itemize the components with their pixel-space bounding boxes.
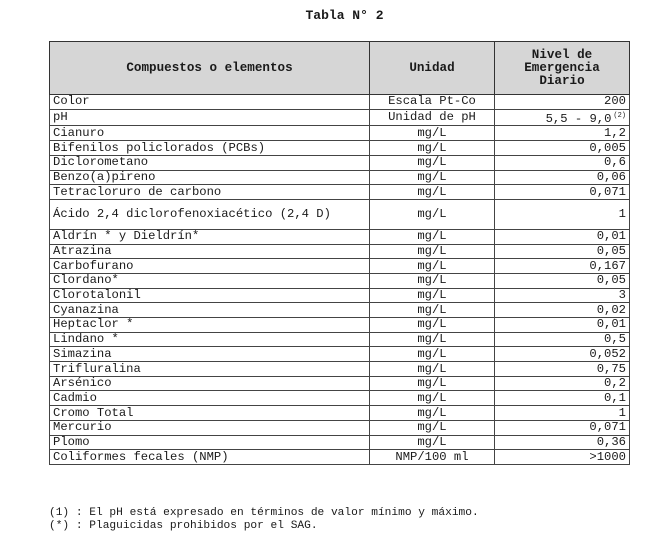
unit-cell: mg/L bbox=[370, 229, 495, 244]
compound-name-cell: Lindano * bbox=[50, 332, 370, 347]
compound-name-cell: pH bbox=[50, 109, 370, 126]
compound-name-cell: Plomo bbox=[50, 435, 370, 450]
level-value-cell bbox=[495, 109, 630, 126]
level-value-cell bbox=[495, 435, 630, 450]
unit-cell: mg/L bbox=[370, 244, 495, 259]
level-value-cell bbox=[495, 155, 630, 170]
unit-cell: mg/L bbox=[370, 332, 495, 347]
compound-name-cell: Clorotalonil bbox=[50, 288, 370, 303]
level-value: 0,071 bbox=[589, 420, 626, 435]
level-value-cell bbox=[495, 406, 630, 421]
compound-name-cell: Cromo Total bbox=[50, 406, 370, 421]
unit-cell: mg/L bbox=[370, 273, 495, 288]
level-value-cell bbox=[495, 259, 630, 274]
emergency-levels-table bbox=[49, 41, 630, 465]
level-value-cell bbox=[495, 244, 630, 259]
header-unit: Unidad bbox=[370, 42, 495, 95]
level-value: 0,05 bbox=[596, 273, 626, 288]
unit-cell: Unidad de pH bbox=[370, 109, 495, 126]
table-header-row bbox=[50, 42, 630, 95]
level-value: 0,005 bbox=[589, 140, 626, 155]
level-value-cell bbox=[495, 185, 630, 200]
compound-name-cell: Diclorometano bbox=[50, 155, 370, 170]
header-level-line: Diario bbox=[539, 73, 585, 88]
compound-name-cell: Carbofurano bbox=[50, 259, 370, 274]
compound-name-cell: Cyanazina bbox=[50, 303, 370, 318]
level-value: >1000 bbox=[589, 449, 626, 464]
table-row bbox=[50, 95, 630, 110]
compound-name-cell: Arsénico bbox=[50, 376, 370, 391]
level-value: 0,75 bbox=[596, 361, 626, 376]
unit-cell: mg/L bbox=[370, 318, 495, 333]
table-row bbox=[50, 155, 630, 170]
unit-cell: mg/L bbox=[370, 376, 495, 391]
table-row bbox=[50, 318, 630, 333]
table-row bbox=[50, 199, 630, 229]
level-value: 3 bbox=[618, 288, 626, 303]
table-row bbox=[50, 450, 630, 465]
compound-name-cell: Trifluralina bbox=[50, 362, 370, 377]
level-value: 0,36 bbox=[596, 435, 626, 449]
level-value: 0,1 bbox=[604, 390, 626, 405]
level-value: 200 bbox=[604, 94, 626, 109]
table-row bbox=[50, 109, 630, 126]
level-value: 0,052 bbox=[589, 346, 626, 361]
level-value: 0,01 bbox=[596, 229, 626, 244]
level-value: 1,2 bbox=[604, 125, 626, 140]
level-value-cell bbox=[495, 332, 630, 347]
table-row bbox=[50, 347, 630, 362]
level-value-cell bbox=[495, 420, 630, 435]
unit-cell: mg/L bbox=[370, 126, 495, 141]
unit-cell: mg/L bbox=[370, 155, 495, 170]
header-level-line: Emergencia bbox=[524, 60, 600, 75]
level-value: 0,071 bbox=[589, 184, 626, 199]
table-row bbox=[50, 376, 630, 391]
header-level bbox=[495, 42, 630, 95]
table-row bbox=[50, 303, 630, 318]
level-value: 0,01 bbox=[596, 317, 626, 332]
level-value: 0,06 bbox=[596, 170, 626, 184]
unit-cell: mg/L bbox=[370, 391, 495, 406]
table-row bbox=[50, 229, 630, 244]
table-row bbox=[50, 185, 630, 200]
compound-name-cell: Ácido 2,4 diclorofenoxiacético (2,4 D) bbox=[50, 199, 370, 229]
level-value-cell bbox=[495, 362, 630, 377]
level-value-cell bbox=[495, 450, 630, 465]
level-value: 0,167 bbox=[589, 258, 626, 273]
table-row bbox=[50, 435, 630, 450]
header-level-line: Nivel de bbox=[531, 47, 593, 62]
table-row bbox=[50, 406, 630, 421]
compound-name-cell: Tetracloruro de carbono bbox=[50, 185, 370, 200]
table-row bbox=[50, 126, 630, 141]
compound-name-cell: Cianuro bbox=[50, 126, 370, 141]
level-value: 5,5 - 9,0 bbox=[545, 111, 612, 126]
unit-cell: mg/L bbox=[370, 347, 495, 362]
level-value: 0,05 bbox=[596, 244, 626, 259]
compound-name-cell: Bifenilos policlorados (PCBs) bbox=[50, 141, 370, 156]
level-value-cell bbox=[495, 170, 630, 185]
unit-cell: NMP/100 ml bbox=[370, 450, 495, 465]
compound-name-cell: Color bbox=[50, 95, 370, 110]
compound-name-cell: Atrazina bbox=[50, 244, 370, 259]
level-value-cell bbox=[495, 199, 630, 229]
level-value-cell bbox=[495, 95, 630, 110]
table-row bbox=[50, 170, 630, 185]
level-value: 0,6 bbox=[604, 155, 626, 170]
table-row bbox=[50, 273, 630, 288]
compound-name-cell: Simazina bbox=[50, 347, 370, 362]
level-value: 1 bbox=[618, 207, 626, 222]
unit-cell: mg/L bbox=[370, 259, 495, 274]
table-row bbox=[50, 391, 630, 406]
level-value-cell bbox=[495, 376, 630, 391]
level-value: 0,5 bbox=[604, 332, 626, 347]
compound-name-cell: Clordano* bbox=[50, 273, 370, 288]
compound-name-cell: Benzo(a)pireno bbox=[50, 170, 370, 185]
compound-name-cell: Mercurio bbox=[50, 420, 370, 435]
table-row bbox=[50, 288, 630, 303]
table-row bbox=[50, 420, 630, 435]
compound-name-cell: Aldrín * y Dieldrín* bbox=[50, 229, 370, 244]
table-row bbox=[50, 259, 630, 274]
level-value: 0,2 bbox=[604, 376, 626, 391]
footnote-marker: (2) bbox=[613, 111, 626, 120]
footnote-pesticides: (*) : Plaguicidas prohibidos por el SAG. bbox=[49, 520, 318, 532]
compound-name-cell: Heptaclor * bbox=[50, 318, 370, 333]
unit-cell: mg/L bbox=[370, 170, 495, 185]
header-compound: Compuestos o elementos bbox=[50, 42, 370, 95]
footnote-ph: (1) : El pH está expresado en términos de valor mínimo y máximo. bbox=[49, 507, 479, 519]
footnotes bbox=[49, 507, 479, 533]
compound-name-cell: Coliformes fecales (NMP) bbox=[50, 450, 370, 465]
unit-cell: mg/L bbox=[370, 406, 495, 421]
unit-cell: mg/L bbox=[370, 420, 495, 435]
table-caption: Tabla N° 2 bbox=[305, 8, 384, 23]
level-value: 1 bbox=[618, 405, 626, 420]
unit-cell: mg/L bbox=[370, 303, 495, 318]
table-row bbox=[50, 362, 630, 377]
unit-cell: Escala Pt-Co bbox=[370, 95, 495, 110]
level-value-cell bbox=[495, 303, 630, 318]
unit-cell: mg/L bbox=[370, 288, 495, 303]
table-row bbox=[50, 332, 630, 347]
level-value-cell bbox=[495, 318, 630, 333]
table-row bbox=[50, 244, 630, 259]
compound-name-cell: Cadmio bbox=[50, 391, 370, 406]
unit-cell: mg/L bbox=[370, 199, 495, 229]
level-value-cell bbox=[495, 229, 630, 244]
unit-cell: mg/L bbox=[370, 362, 495, 377]
level-value-cell bbox=[495, 391, 630, 406]
level-value-cell bbox=[495, 288, 630, 303]
level-value-cell bbox=[495, 141, 630, 156]
table-body bbox=[50, 95, 630, 465]
level-value-cell bbox=[495, 273, 630, 288]
unit-cell: mg/L bbox=[370, 141, 495, 156]
level-value-cell bbox=[495, 126, 630, 141]
level-value: 0,02 bbox=[596, 302, 626, 317]
unit-cell: mg/L bbox=[370, 185, 495, 200]
level-value-cell bbox=[495, 347, 630, 362]
unit-cell: mg/L bbox=[370, 435, 495, 450]
table-row bbox=[50, 141, 630, 156]
